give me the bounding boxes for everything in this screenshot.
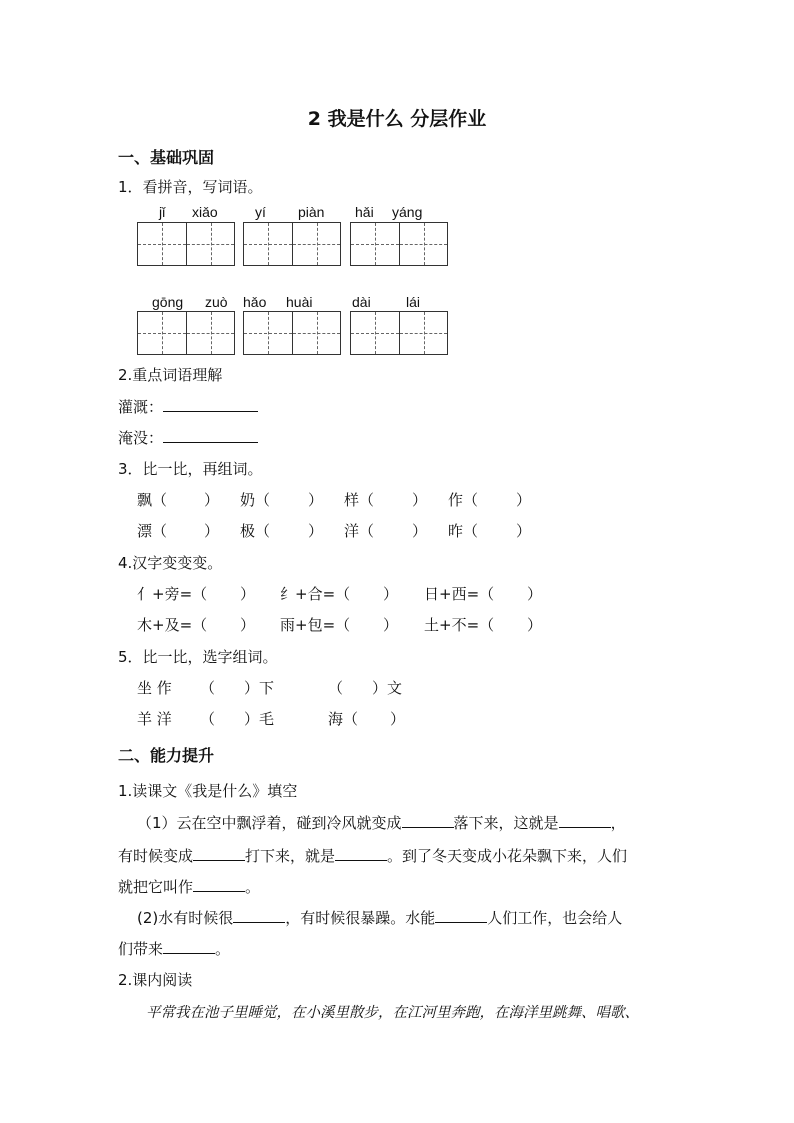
- fill-paragraph: 们带来 。: [118, 940, 231, 958]
- pinyin: zuò: [205, 294, 228, 310]
- pinyin: yáng: [392, 204, 423, 220]
- pinyin: dài: [352, 294, 371, 310]
- combine-close: ）: [527, 616, 543, 634]
- choice-word: ）毛: [244, 710, 275, 728]
- pinyin: gōng: [152, 294, 184, 310]
- pinyin: hǎi: [355, 204, 374, 220]
- vocab-word: 灌溉：: [118, 398, 164, 416]
- combine-close: ）: [383, 585, 399, 603]
- compare-item: 作（: [448, 491, 479, 509]
- answer-line[interactable]: [163, 428, 258, 443]
- fill-paragraph: 就把它叫作 。: [118, 878, 261, 896]
- choice-word: 海（: [328, 710, 359, 728]
- compare-close: ）: [412, 491, 428, 509]
- writing-grid[interactable]: [137, 222, 235, 266]
- combine-close: ）: [240, 616, 256, 634]
- compare-item: 洋（: [344, 522, 375, 540]
- q3-label: 3．比一比，再组词。: [118, 460, 263, 478]
- vocab-item: [118, 427, 258, 448]
- combine-item: 雨+包=（: [280, 616, 351, 634]
- answer-blank[interactable]: [233, 910, 285, 923]
- writing-grid[interactable]: [137, 311, 235, 355]
- paren-open: （: [200, 710, 216, 728]
- reading-passage: 平常我在池子里睡觉，在小溪里散步，在江河里奔跑，在海洋里跳舞、唱歌、: [146, 1005, 639, 1021]
- combine-item: 亻+旁=（: [137, 585, 208, 603]
- s2-q1-label: 1.读课文《我是什么》填空: [118, 782, 298, 800]
- vocab-word: 淹没：: [118, 429, 164, 447]
- q1-label: 1．看拼音，写词语。: [118, 178, 263, 196]
- writing-grid[interactable]: [243, 222, 341, 266]
- pinyin: piàn: [298, 204, 325, 220]
- fill-paragraph: (2)水有时候很 ，有时候很暴躁。水能 人们工作，也会给人: [137, 909, 623, 927]
- combine-close: ）: [240, 585, 256, 603]
- answer-line[interactable]: [163, 397, 258, 412]
- compare-item: 样（: [344, 491, 375, 509]
- compare-item: 极（: [240, 522, 271, 540]
- choice-word: ）下: [244, 679, 275, 697]
- paren-open: （: [200, 679, 216, 697]
- compare-close: ）: [204, 522, 220, 540]
- compare-close: ）: [204, 491, 220, 509]
- combine-item: 纟+合=（: [280, 585, 351, 603]
- section1-heading: 一、基础巩固: [118, 148, 215, 167]
- char-pair: 坐 作: [137, 679, 172, 697]
- paren-close: ）: [390, 710, 406, 728]
- paren-open: （: [328, 679, 344, 697]
- vocab-item: [118, 396, 258, 417]
- answer-blank[interactable]: [559, 815, 611, 828]
- pinyin: yí: [255, 204, 266, 220]
- pinyin: xiǎo: [192, 204, 218, 220]
- compare-item: 奶（: [240, 491, 271, 509]
- pinyin: huài: [286, 294, 313, 310]
- compare-close: ）: [516, 522, 532, 540]
- combine-item: 日+西=（: [424, 585, 495, 603]
- s2-q2-label: 2.课内阅读: [118, 971, 193, 989]
- section2-heading: 二、能力提升: [118, 746, 215, 765]
- writing-grid[interactable]: [350, 311, 448, 355]
- compare-item: 昨（: [448, 522, 479, 540]
- compare-close: ）: [308, 522, 324, 540]
- choice-word: ）文: [372, 679, 403, 697]
- answer-blank[interactable]: [402, 815, 454, 828]
- answer-blank[interactable]: [193, 879, 245, 892]
- fill-paragraph: 有时候变成 打下来，就是 。到了冬天变成小花朵飘下来，人们: [118, 847, 628, 865]
- char-pair: 羊 洋: [137, 710, 172, 728]
- writing-grid[interactable]: [350, 222, 448, 266]
- q4-label: 4.汉字变变变。: [118, 554, 223, 572]
- q5-label: 5．比一比，选字组词。: [118, 648, 278, 666]
- combine-item: 土+不=（: [424, 616, 495, 634]
- pinyin: lái: [406, 294, 421, 310]
- compare-close: ）: [308, 491, 324, 509]
- compare-close: ）: [412, 522, 428, 540]
- answer-blank[interactable]: [335, 848, 387, 861]
- page-title: 2 我是什么 分层作业: [307, 108, 487, 130]
- combine-close: ）: [383, 616, 399, 634]
- compare-item: 漂（: [137, 522, 168, 540]
- fill-paragraph: （1）云在空中飘浮着，碰到冷风就变成 落下来，这就是 ，: [137, 814, 626, 832]
- combine-close: ）: [527, 585, 543, 603]
- writing-grid[interactable]: [243, 311, 341, 355]
- q2-label: 2.重点词语理解: [118, 366, 223, 384]
- pinyin: hǎo: [243, 294, 267, 310]
- answer-blank[interactable]: [193, 848, 245, 861]
- answer-blank[interactable]: [163, 941, 215, 954]
- compare-close: ）: [516, 491, 532, 509]
- pinyin: jǐ: [159, 204, 166, 220]
- answer-blank[interactable]: [435, 910, 487, 923]
- combine-item: 木+及=（: [137, 616, 208, 634]
- compare-item: 飘（: [137, 491, 168, 509]
